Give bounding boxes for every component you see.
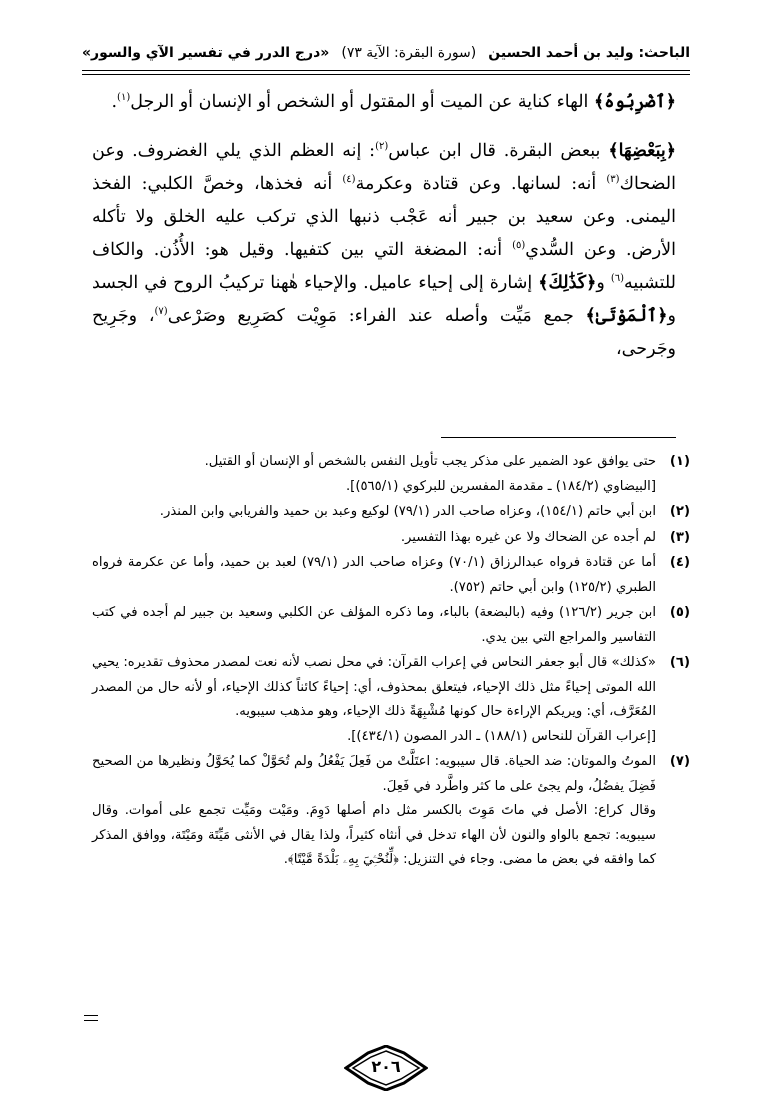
page-number: ٢٠٦	[371, 1057, 401, 1076]
footnote-item	[92, 651, 690, 749]
footnote-line: «كذلك» قال أبو جعفر النحاس في إعراب القرآن: في محل نصب لأنه نعت لمصدر محذوف تقديره: يحيي الله الموتى إحياءً مثل ذلك الإحياء، فيتعلق بمحذوف، أي: إحياءً كائناً كذلك الإحياء، أو لأنه حال من المصدر المُعَرَّف، أي: ويريكم الإراءة حال كونها مُشْبِهَةً ذلك الإحياء، وهو مذهب سيبويه.	[92, 655, 656, 719]
footnote-separator	[441, 437, 676, 438]
main-text	[92, 86, 676, 366]
footnote-number: (٧)	[669, 754, 690, 769]
footnote-ref[interactable]: (٧)	[154, 306, 168, 318]
text-run: ببعض البقرة. قال ابن عباس	[388, 141, 609, 161]
footnote-item	[92, 500, 690, 525]
text-run: جمع مَيِّت وأصله عند الفراء: مَوِيْت كصَرِيع وصَرْعى	[167, 306, 586, 326]
footnote-line: الموتُ والموتان: ضد الحياة. قال سيبويه: اعتَلَّتْ من فَعِلَ يَفْعُلُ ولم تُحَوَّلْ كما يُحَوَّلُ ونظيرها من الصحيح فَضِلَ يفضُلُ، ولم يجئ على ما كثر واطَّرد في فَعِلَ.	[92, 754, 656, 794]
paragraph-1	[92, 86, 676, 119]
footnote-ref[interactable]: (٥)	[512, 240, 526, 252]
footnote-text	[92, 601, 656, 650]
footnote-number: (١)	[669, 454, 690, 469]
footnote-line: لم أجده عن الضحاك ولا عن غيره بهذا التفسير.	[400, 529, 656, 545]
footnote-line: ابن جرير (١٢٦/٢) وفيه (بالبضعة) بالباء، وما ذكره المؤلف عن الكلبي وسعيد بن جبير لم أجده في كتب التفاسير والمراجع التي بين يدي.	[92, 605, 656, 645]
footnote-line: [إعراب القرآن للنحاس (١٨٨/١) ـ الدر المصون (٤٣٤/١)].	[347, 728, 656, 744]
header-section: (سورة البقرة: الآية ٧٣)	[341, 45, 477, 61]
page-number-ornament	[344, 1045, 428, 1091]
running-header	[82, 38, 690, 68]
header-book-title: «درج الدرر في تفسير الآي والسور»	[82, 45, 330, 61]
footnote-text	[92, 500, 656, 525]
text-run: و	[596, 273, 611, 293]
footnote-number: (٥)	[669, 605, 690, 620]
quran-word: ﴿ٱلْمَوْتَىٰ﴾	[585, 306, 668, 326]
header-author: الباحث: وليد بن أحمد الحسين	[488, 45, 690, 61]
footnote-item	[92, 526, 690, 551]
footnote-line: حتى يوافق عود الضمير على مذكر يجب تأويل النفس بالشخص أو الإنسان أو القتيل.	[204, 454, 656, 469]
text-run: إشارة إلى إحياء عاميل. والإحياء هٰهنا تركيبُ الروح في الجسد و	[92, 273, 676, 326]
header-rule	[82, 70, 690, 75]
text-run: أنه فخذها، وخصَّ الكلبي: الفخذ اليمنى. وعن سعيد بن جبير أنه عَجْب ذنبها الذي تركب عليه الخلق ولا تأكله الأرض. وعن السُّدي	[92, 174, 676, 260]
footnote-text	[92, 526, 656, 551]
footnote-number: (٢)	[669, 504, 690, 519]
footnote-text	[92, 750, 656, 873]
text-run: ، وجَرِيح وجَرحى،	[92, 306, 676, 359]
footnote-line: ابن أبي حاتم (١٥٤/١)، وعزاه صاحب الدر (٧٩/١) لوكيع وعبد بن حميد والفريابي وابن المنذر.	[159, 504, 656, 519]
footnote-ref[interactable]: (٣)	[606, 174, 620, 186]
footnote-ref[interactable]: (٦)	[610, 273, 625, 285]
footnote-ref[interactable]: (٤)	[342, 174, 356, 186]
footnote-ref[interactable]: (١)	[117, 92, 131, 104]
text-run: .	[111, 92, 118, 112]
footnote-item	[92, 750, 690, 873]
quran-word: ﴿بِبَعْضِهَا﴾	[608, 141, 676, 161]
footnote-line: أما عن قتادة فرواه عبدالرزاق (٧٠/١) وعزاه صاحب الدر (٧٩/١) لعبد بن حميد، وأما عن عكرمة فرواه الطبري (١٢٥/٢) وابن أبي حاتم (٧٥٢).	[92, 555, 657, 595]
footnote-line: [البيضاوي (١٨٤/٢) ـ مقدمة المفسرين للبركوي (٥٦٥/١)].	[345, 478, 656, 494]
text-run: الهاء كناية عن الميت أو المقتول أو الشخص أو الإنسان أو الرجل	[130, 92, 594, 112]
equals-mark	[84, 1015, 98, 1021]
quran-word: ﴿كَذَٰلِكَ﴾	[538, 273, 597, 293]
text-run: أنه: المضغة التي بين كتفيها. وقيل هو: الأُذُن. والكاف للتشبيه	[92, 240, 677, 293]
paragraph-2	[92, 135, 676, 366]
footnote-number: (٣)	[669, 529, 690, 545]
text-run: : إنه العظم الذي يلي الغضروف. وعن الضحاك	[92, 141, 677, 194]
footnote-line: وقال كراع: الأصل في ماتَ مَوِتَ بالكسر مثل دام أصلها دَوِمَ. ومَيْت ومَيِّت تجمع على أموات. وقال سيبويه: تجمع بالواو والنون لأن الهاء تدخل في أنثاه كثيراً، ولذا يقال في الأنثى مَيِّتَة ومَيْتَة، ووافق المذكر كما وافقه في بعض ما مضى. وجاء في التنزيل: ﴿لِّنُحْـِۧيَ بِهِۦ بَلْدَةً مَّيْتًا﴾.	[92, 803, 656, 867]
footnotes	[92, 450, 690, 874]
footnote-number: (٦)	[669, 655, 690, 670]
footnote-text	[92, 651, 656, 749]
footnote-text	[92, 551, 656, 600]
footnote-text	[92, 450, 656, 499]
footnote-ref[interactable]: (٢)	[375, 141, 389, 153]
quran-word: ﴿ٱضْرِبُوهُ﴾	[593, 92, 676, 112]
text-run: أنه: لسانها. وعن قتادة وعكرمة	[355, 174, 607, 194]
footnote-item	[92, 450, 690, 499]
footnote-item	[92, 551, 690, 600]
footnote-item	[92, 601, 690, 650]
footnote-number: (٤)	[669, 555, 690, 570]
